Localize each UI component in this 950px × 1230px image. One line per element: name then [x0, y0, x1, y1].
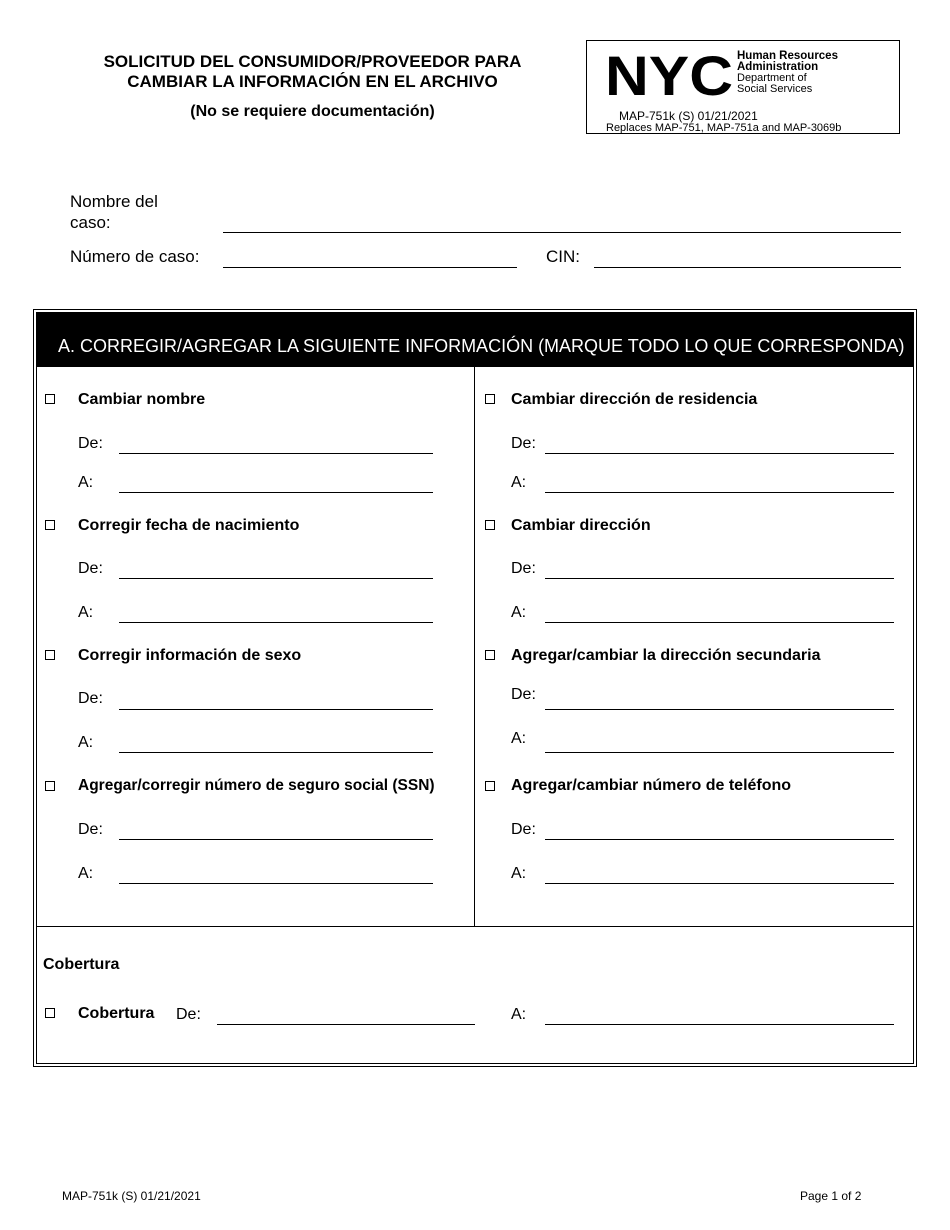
- cin-label: CIN:: [546, 247, 580, 266]
- ssn-from-label: De:: [78, 821, 103, 838]
- birth-date-label: Corregir fecha de nacimiento: [78, 517, 300, 534]
- address-label: Cambiar dirección: [511, 517, 651, 534]
- phone-to-label: A:: [511, 865, 527, 882]
- nyc-logo-icon: [605, 51, 735, 97]
- section-a-header-text: A. CORREGIR/AGREGAR LA SIGUIENTE INFORMACIÓN (MARQUE TODO LO QUE CORRESPONDA): [58, 336, 905, 356]
- ssn-to-field[interactable]: [119, 867, 433, 884]
- agency-line-1: Human Resources: [737, 50, 838, 62]
- birth-date-from-label: De:: [78, 560, 103, 577]
- secondary-address-label: Agregar/cambiar la dirección secundaria: [511, 647, 821, 664]
- secondary-address-from-label: De:: [511, 686, 536, 703]
- header-replaces: Replaces MAP-751, MAP-751a and MAP-3069b: [606, 122, 842, 134]
- footer-page-number: Page 1 of 2: [800, 1189, 862, 1203]
- agency-logo-box: [586, 40, 900, 134]
- nyc-logo-letters: NYC: [605, 51, 733, 97]
- secondary-address-to-field[interactable]: [545, 736, 894, 753]
- coverage-to-field[interactable]: [545, 1008, 894, 1025]
- header-form-code: MAP-751k (S) 01/21/2021: [619, 109, 758, 123]
- sex-info-to-label: A:: [78, 734, 94, 751]
- phone-checkbox[interactable]: [485, 781, 495, 791]
- secondary-address-to-label: A:: [511, 730, 527, 747]
- sex-info-from-label: De:: [78, 690, 103, 707]
- coverage-checkbox[interactable]: [45, 1008, 55, 1018]
- address-to-label: A:: [511, 604, 527, 621]
- ssn-label: Agregar/corregir número de seguro social (SSN): [78, 777, 435, 794]
- phone-label: Agregar/cambiar número de teléfono: [511, 777, 792, 794]
- cin-field[interactable]: [594, 250, 901, 268]
- change-name-to-label: A:: [78, 474, 94, 491]
- residence-address-to-field[interactable]: [545, 476, 894, 493]
- footer-form-code: MAP-751k (S) 01/21/2021: [62, 1189, 201, 1203]
- ssn-checkbox[interactable]: [45, 781, 55, 791]
- agency-line-3: Department of: [737, 72, 807, 84]
- address-to-field[interactable]: [545, 606, 894, 623]
- birth-date-checkbox[interactable]: [45, 520, 55, 530]
- agency-name: [737, 51, 838, 95]
- change-name-to-field[interactable]: [119, 476, 433, 493]
- agency-line-4: Social Services: [737, 83, 813, 95]
- section-a-frame: [33, 309, 917, 1067]
- section-a-header: [36, 312, 914, 367]
- coverage-divider: [36, 926, 914, 927]
- phone-to-field[interactable]: [545, 867, 894, 884]
- address-from-field[interactable]: [545, 562, 894, 579]
- secondary-address-checkbox[interactable]: [485, 650, 495, 660]
- residence-address-checkbox[interactable]: [485, 394, 495, 404]
- residence-address-from-field[interactable]: [545, 437, 894, 454]
- ssn-to-label: A:: [78, 865, 94, 882]
- form-title-line-1: SOLICITUD DEL CONSUMIDOR/PROVEEDOR PARA: [103, 52, 522, 71]
- birth-date-from-field[interactable]: [119, 562, 433, 579]
- secondary-address-from-field[interactable]: [545, 693, 894, 710]
- form-title-line-2: CAMBIAR LA INFORMACIÓN EN EL ARCHIVO: [127, 72, 498, 91]
- coverage-from-field[interactable]: [217, 1008, 475, 1025]
- ssn-from-field[interactable]: [119, 823, 433, 840]
- case-number-label: Número de caso:: [70, 247, 200, 266]
- address-checkbox[interactable]: [485, 520, 495, 530]
- case-name-label: Nombre del caso:: [70, 192, 158, 232]
- coverage-to-label: A:: [511, 1006, 527, 1023]
- residence-address-from-label: De:: [511, 435, 536, 452]
- sex-info-label: Corregir información de sexo: [78, 647, 302, 664]
- birth-date-to-label: A:: [78, 604, 94, 621]
- birth-date-to-field[interactable]: [119, 606, 433, 623]
- phone-from-label: De:: [511, 821, 536, 838]
- case-name-field[interactable]: [223, 215, 901, 233]
- change-name-label: Cambiar nombre: [78, 391, 206, 408]
- phone-from-field[interactable]: [545, 823, 894, 840]
- form-subtitle: (No se requiere documentación): [190, 103, 435, 120]
- change-name-from-label: De:: [78, 435, 103, 452]
- sex-info-from-field[interactable]: [119, 693, 433, 710]
- residence-address-to-label: A:: [511, 474, 527, 491]
- case-number-field[interactable]: [223, 250, 517, 268]
- change-name-checkbox[interactable]: [45, 394, 55, 404]
- coverage-checkbox-label: Cobertura: [78, 1005, 155, 1022]
- column-divider: [474, 367, 475, 927]
- address-from-label: De:: [511, 560, 536, 577]
- sex-info-checkbox[interactable]: [45, 650, 55, 660]
- sex-info-to-field[interactable]: [119, 736, 433, 753]
- coverage-from-label: De:: [176, 1006, 201, 1023]
- residence-address-label: Cambiar dirección de residencia: [511, 391, 758, 408]
- form-title: [40, 52, 585, 92]
- coverage-heading: Cobertura: [43, 956, 120, 973]
- change-name-from-field[interactable]: [119, 437, 433, 454]
- agency-line-2: Administration: [737, 61, 819, 73]
